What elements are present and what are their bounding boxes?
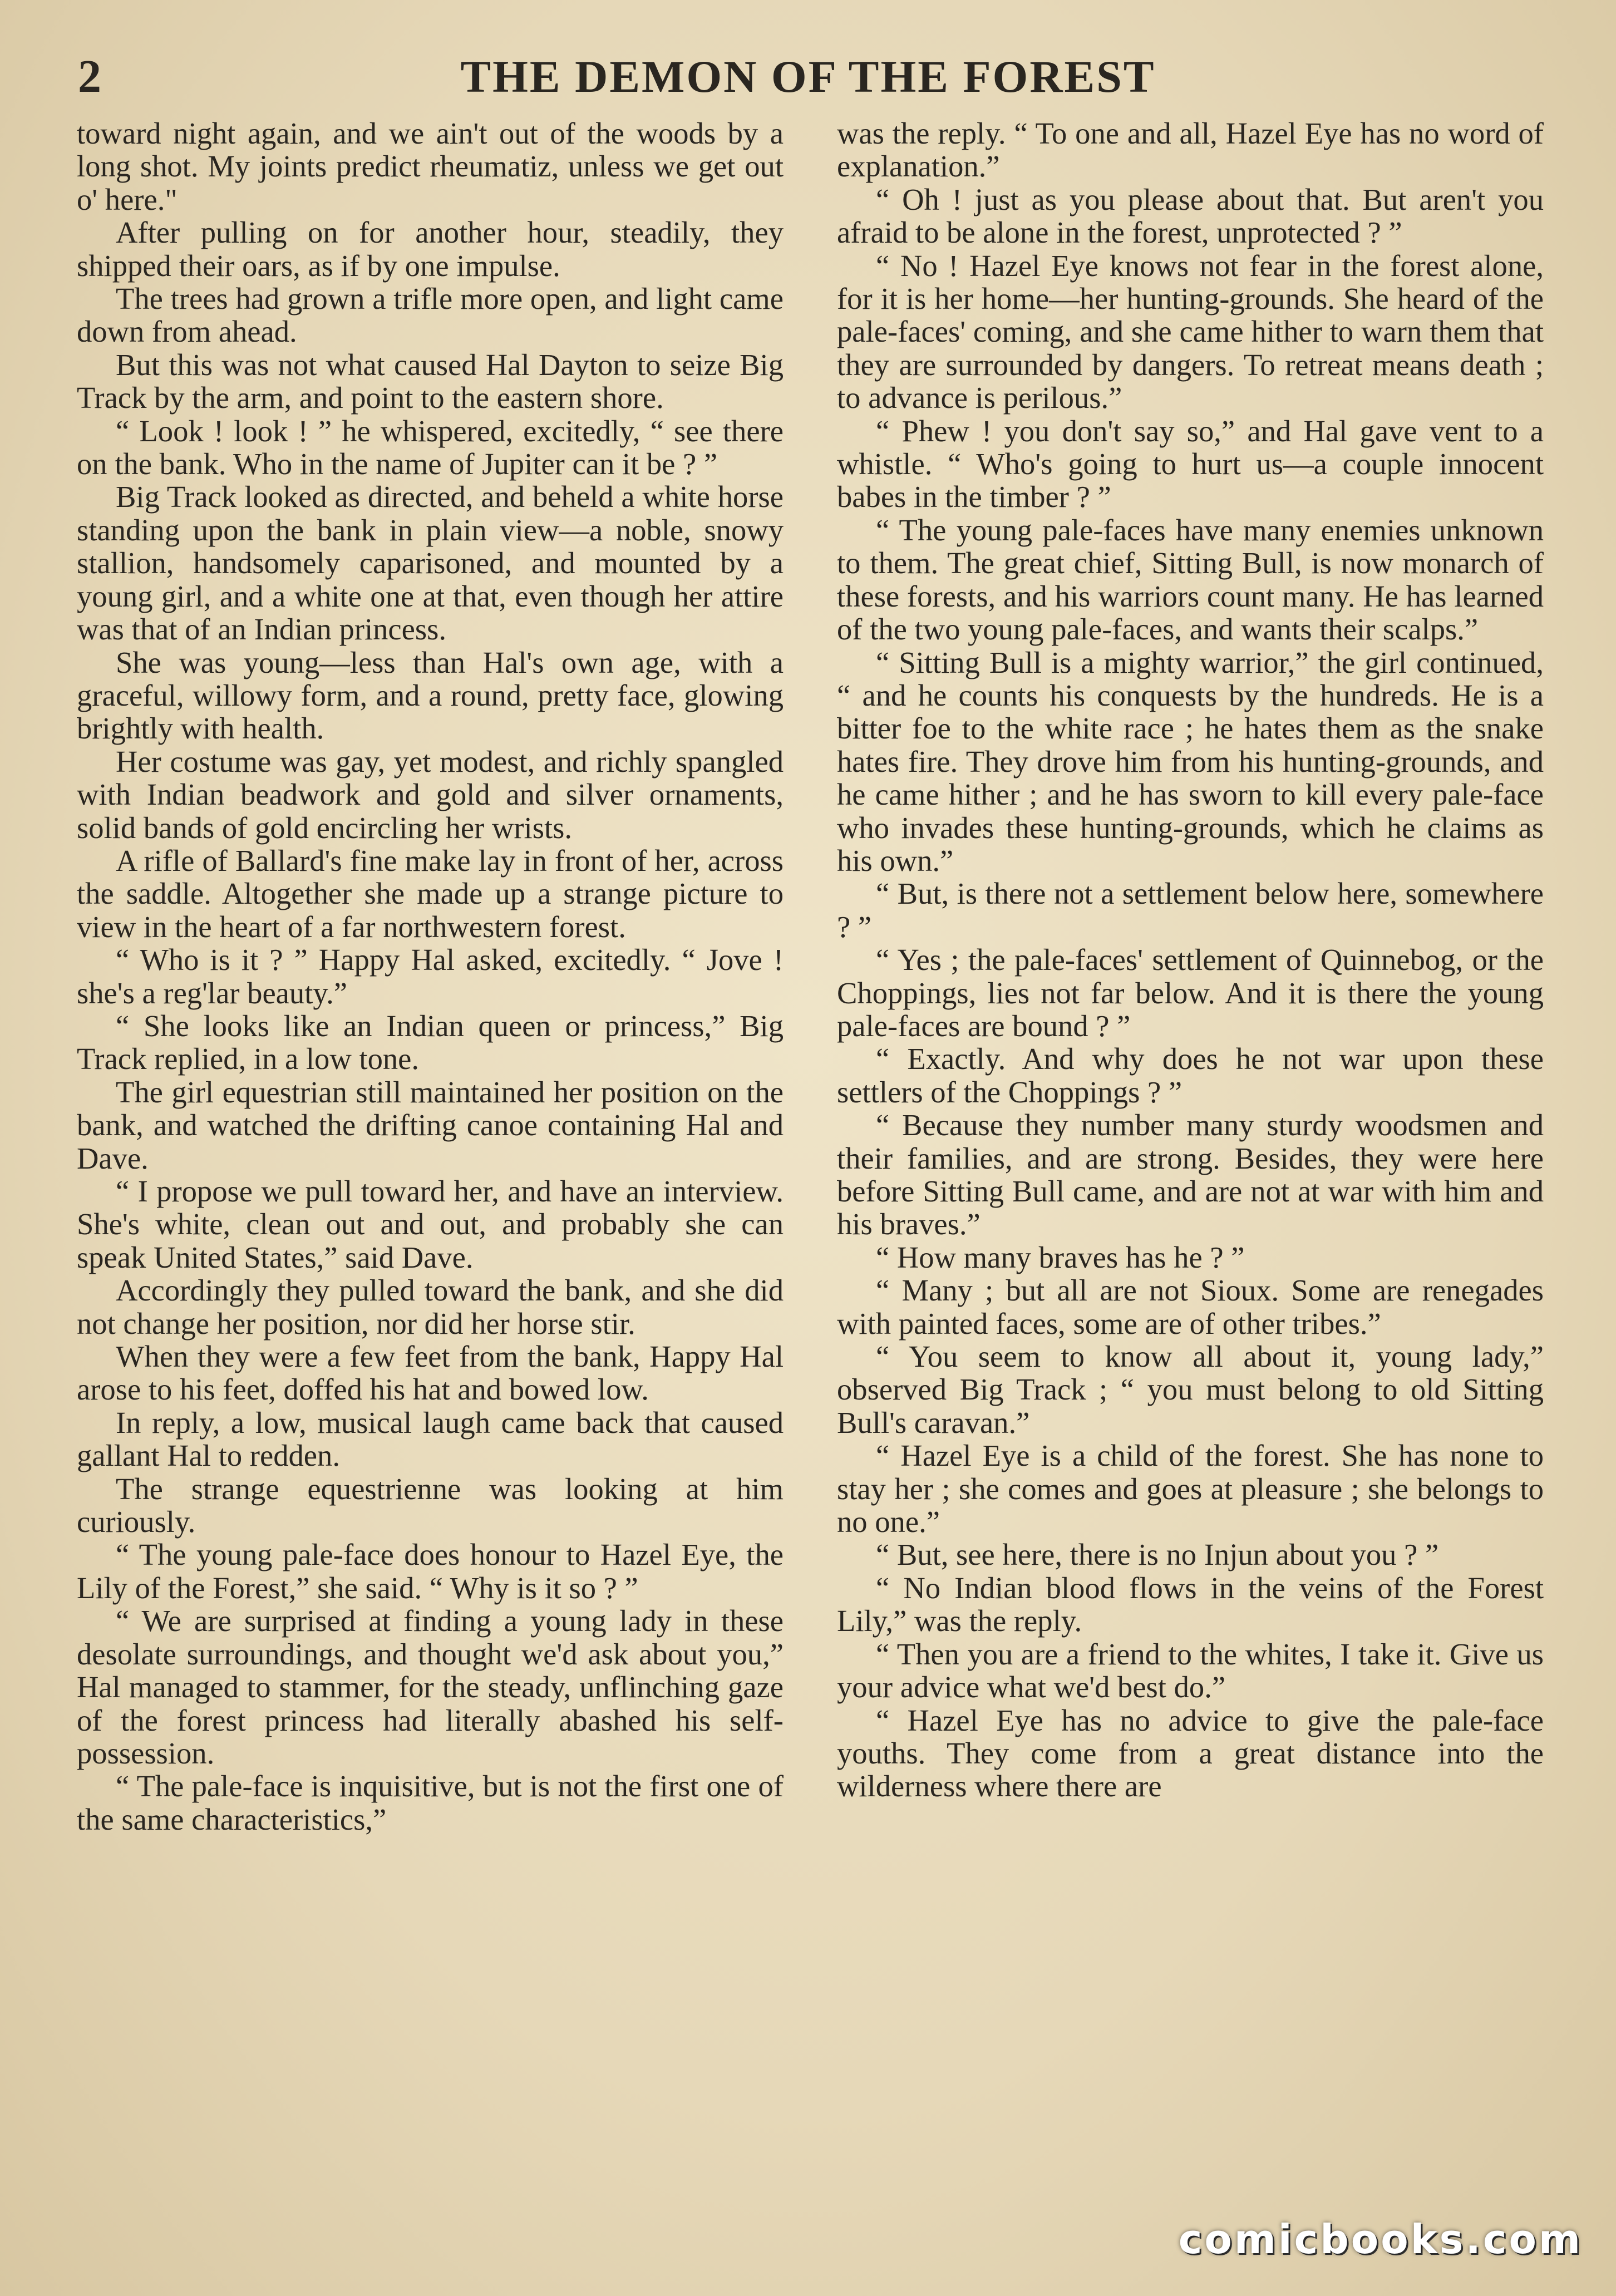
left-column (77, 117, 784, 2192)
paragraph: The trees had grown a trifle more open, and light came down from ahead. (77, 282, 784, 349)
paragraph: “ How many braves has he ? ” (876, 1240, 1245, 1274)
paragraph: “ Look ! look ! ” he whispered, excitedly, “ see there on the bank. Who in the name of Jupiter can it be ? ” (77, 413, 784, 481)
paragraph: “ She looks like an Indian queen or princess,” Big Track replied, in a low tone. (77, 1008, 784, 1076)
paragraph: “ Exactly. And why does he not war upon these settlers of the Choppings ? ” (837, 1042, 1544, 1109)
paragraph: “ The young pale-face does honour to Hazel Eye, the Lily of the Forest,” she said. “ Why is it so ? ” (77, 1538, 784, 1605)
paragraph: “ You seem to know all about it, young lady,” observed Big Track ; “ you must belong to old Sitting Bull's caravan.” (837, 1339, 1544, 1440)
paragraph: “ Hazel Eye is a child of the forest. She has none to stay her ; she comes and goes at pleasure ; she belongs to no one.” (837, 1438, 1544, 1539)
paragraph: “ No ! Hazel Eye knows not fear in the forest alone, for it is her home—her hunting-grounds. She heard of the pale-faces' coming, and she came hither to warn them that they are surrounded by dangers. To retreat means death ; to advance is perilous.” (837, 248, 1544, 415)
paragraph: Accordingly they pulled toward the bank, and she did not change her position, nor did her horse stir. (77, 1273, 784, 1341)
paragraph: “ Then you are a friend to the whites, I take it. Give us your advice what we'd best do.” (837, 1637, 1544, 1704)
paragraph: A rifle of Ballard's fine make lay in front of her, across the saddle. Altogether she made up a strange picture to view in the heart of a far northwestern forest. (77, 843, 784, 944)
text-columns (77, 117, 1544, 2192)
paragraph: In reply, a low, musical laugh came back that caused gallant Hal to redden. (77, 1405, 784, 1473)
paragraph: The girl equestrian still maintained her position on the bank, and watched the drifting canoe containing Hal and Dave. (77, 1075, 784, 1175)
paragraph: “ Who is it ? ” Happy Hal asked, excitedly. “ Jove ! she's a reg'lar beauty.” (77, 943, 784, 1010)
paragraph: “ Yes ; the pale-faces' settlement of Quinnebog, or the Choppings, lies not far below. And it is there the young pale-faces are bound ? ” (837, 943, 1544, 1043)
paragraph: “ Phew ! you don't say so,” and Hal gave vent to a whistle. “ Who's going to hurt us—a couple innocent babes in the timber ? ” (837, 413, 1544, 514)
paragraph: After pulling on for another hour, steadily, they shipped their oars, as if by one impulse. (77, 215, 784, 283)
page-number: 2 (78, 51, 101, 102)
paragraph: Big Track looked as directed, and beheld a white horse standing upon the bank in plain view—a noble, snowy stallion, handsomely caparisoned, and mounted by a young girl, and a white one at that, even though her attire was that of an Indian princess. (77, 480, 784, 647)
paragraph: was the reply. “ To one and all, Hazel Eye has no word of explanation.” (837, 117, 1544, 184)
page-header (72, 43, 1544, 110)
paragraph: “ Hazel Eye has no advice to give the pale-face youths. They come from a great distance into the wilderness where there are (837, 1703, 1544, 1804)
paragraph: She was young—less than Hal's own age, with a graceful, willowy form, and a round, pretty face, glowing brightly with health. (77, 645, 784, 746)
paragraph: But this was not what caused Hal Dayton to seize Big Track by the arm, and point to the eastern shore. (77, 347, 784, 415)
paragraph: “ Because they number many sturdy woodsmen and their families, and are strong. Besides, they were here before Sitting Bull came, and are not at war with him and his braves.” (837, 1108, 1544, 1241)
paragraph: When they were a few feet from the bank, Happy Hal arose to his feet, doffed his hat and bowed low. (77, 1339, 784, 1407)
paragraph: Her costume was gay, yet modest, and richly spangled with Indian beadwork and gold and silver ornaments, solid bands of gold encircling her wrists. (77, 744, 784, 845)
paragraph: “ We are surprised at finding a young lady in these desolate surroundings, and thought we'd ask about you,” Hal managed to stammer, for the steady, unflinching gaze of the forest princess had literally abashed his self-possession. (77, 1604, 784, 1770)
paragraph: The strange equestrienne was looking at him curiously. (77, 1471, 784, 1539)
paragraph: “ But, is there not a settlement below here, somewhere ? ” (837, 876, 1544, 944)
paragraph: “ Sitting Bull is a mighty warrior,” the girl continued, “ and he counts his conquests by the hundreds. He is a bitter foe to the white race ; he hates them as the snake hates fire. They drove him from his hunting-grounds, and he came hither ; and he has sworn to kill every pale-face who invades these hunting-grounds, which he claims as his own.” (837, 645, 1544, 878)
paragraph: “ No Indian blood flows in the veins of the Forest Lily,” was the reply. (837, 1570, 1544, 1638)
paragraph: “ The pale-face is inquisitive, but is not the first one of the same characteristics,” (77, 1769, 784, 1836)
running-title: THE DEMON OF THE FOREST (460, 51, 1156, 102)
paragraph: “ Oh ! just as you please about that. But aren't you afraid to be alone in the forest, unprotected ? ” (837, 182, 1544, 250)
paragraph: “ The young pale-faces have many enemies unknown to them. The great chief, Sitting Bull, is now monarch of these forests, and his warriors count many. He has learned of the two young pale-faces, and wants their scalps.” (837, 513, 1544, 647)
paragraph: “ I propose we pull toward her, and have an interview. She's white, clean out and out, and probably she can speak United States,” said Dave. (77, 1174, 784, 1274)
paragraph: “ But, see here, there is no Injun about you ? ” (876, 1538, 1439, 1572)
right-column (837, 117, 1544, 2192)
paragraph: “ Many ; but all are not Sioux. Some are renegades with painted faces, some are of other tribes.” (837, 1273, 1544, 1341)
site-watermark: comicbooks.com (1178, 2216, 1583, 2263)
paragraph: toward night again, and we ain't out of the woods by a long shot. My joints predict rheumatiz, unless we get out o' here." (77, 117, 784, 216)
